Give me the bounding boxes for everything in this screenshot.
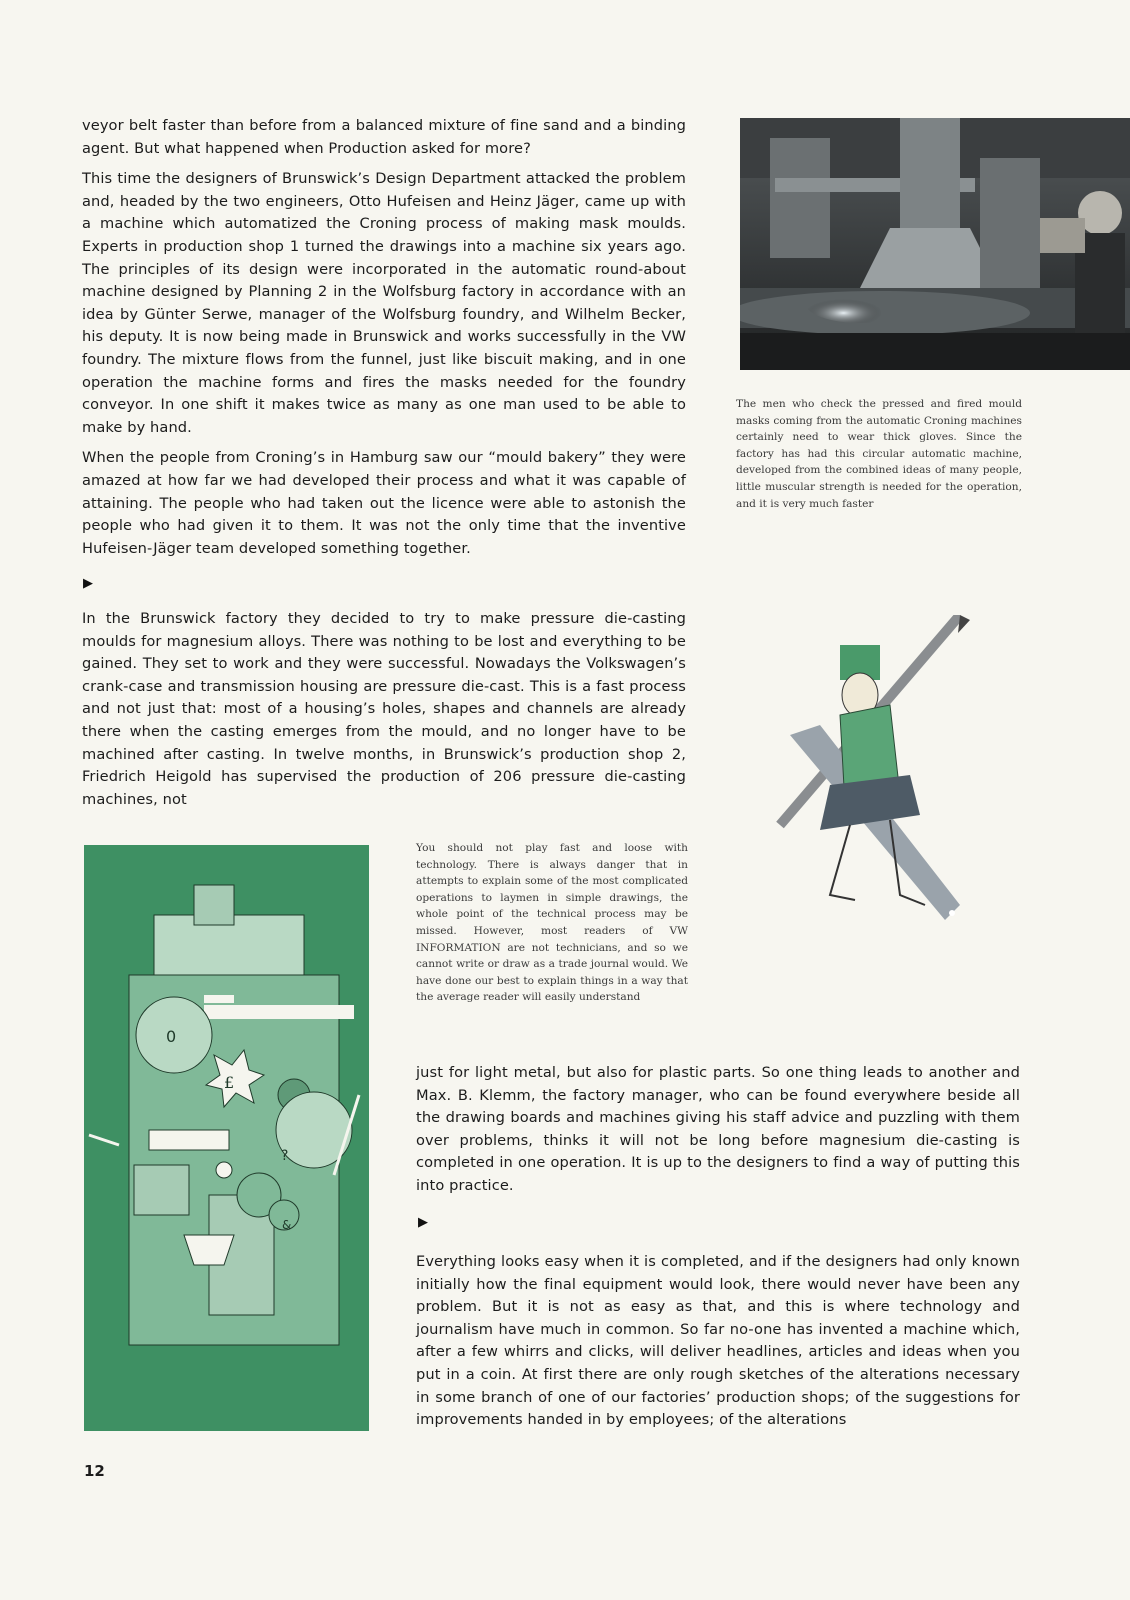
paragraph: When the people from Croning’s in Hamburg saw our “mould bakery” they were amazed at how far we had developed their process and what it was capable of attaining. The people who had taken out the licence were able to astonish the people who had given it to them. It was not the only time that the inventive Hufeisen-Jäger team developed something together. (82, 449, 686, 557)
machine-illustration-panel (84, 845, 369, 1431)
illustration-pound-label: £ (224, 1073, 235, 1092)
section-arrow-icon: ▶ (418, 1215, 428, 1230)
article-column-bottom (416, 1062, 1020, 1206)
illustration-caption: You should not play fast and loose with technology. There is always danger that in attempts to explain some of the most complicated operations to laymen in simple drawings, the whole point of the technical process may be missed. However, most readers of VW INFORMATION are not technicians, and so we cannot write or draw as a trade journal would. We have done our best to explain things in a way that the average reader will easily understand (416, 842, 688, 1004)
paragraph: Everything looks easy when it is completed, and if the designers had only known initially how the final equipment would look, there would never have been any problem. But it is not as easy as that, and this is where technology and journalism have much in common. So far no-one has invented a machine which, after a few whirrs and clicks, will deliver headlines, articles and ideas when you put in a coin. At first there are only rough sketches of the alterations necessary in some branch of one of our factories’ production shops; of the suggestions for improvements handed in by employees; of the alterations (416, 1253, 1020, 1429)
section-arrow-icon: ▶ (83, 576, 93, 591)
paragraph: just for light metal, but also for plastic parts. So one thing leads to another and Max. B. Klemm, the factory manager, who can be found everywhere beside all the drawing boards and machines giving his staff advice and puzzling with them over problems, thinks it will not be long before magnesium die-casting is completed in one operation. It is up to the designers to find a way of putting this into practice. (416, 1064, 1020, 1194)
paragraph: veyor belt faster than before from a balanced mixture of fine sand and a binding agent. But what happened when Production asked for more? (82, 117, 686, 157)
factory-photo (740, 118, 1130, 370)
paragraph: In the Brunswick factory they decided to try to make pressure die-casting moulds for magnesium alloys. There was nothing to be lost and everything to be gained. They set to work and they were successful. Nowadays the Volkswagen’s crank-case and transmission housing are pressure die-cast. This is a fast process and not just that: most of a housing’s holes, shapes and channels are already there when the casting emerges from the mould, and no longer have to be machined after casting. In twelve months, in Brunswick’s production shop 2, Friedrich Heigold has supervised the production of 206 pressure die-casting machines, not (82, 610, 686, 808)
article-column-middle (82, 608, 686, 819)
paragraph: This time the designers of Brunswick’s Design Department attacked the problem and, headed by the two engineers, Otto Hufeisen and Heinz Jäger, came up with a machine which automatized the Croning process of making mask moulds. Experts in production shop 1 turned the drawings into a machine six years ago. The principles of its design were incorporated in the automatic round-about machine designed by Planning 2 in the Wolfsburg factory in accordance with an idea by Günter Serwe, manager of the Wolfsburg foundry, and Wilhelm Becker, his deputy. It is now being made in Brunswick and works successfully in the VW foundry. The mixture flows from the funnel, just like biscuit making, and in one operation the machine forms and fires the masks needed for the foundry conveyor. In one shift it makes twice as many as one man used to be able to make by hand. (82, 170, 686, 436)
photo-caption: The men who check the pressed and fired mould masks coming from the automatic Croning machines certainly need to wear thick gloves. Since the factory has had this circular automatic machine, developed from the combined ideas of many people, little muscular strength is needed for the operation, and it is very much faster (736, 398, 1022, 510)
article-column-bottom-2 (416, 1251, 1020, 1440)
page-number: 12 (84, 1462, 105, 1480)
illustration-ampersand-label: & (282, 1218, 292, 1232)
illustration-question-label: ? (281, 1148, 289, 1164)
article-column-top (82, 115, 686, 568)
knight-with-pen-illustration (760, 615, 1000, 955)
illustration-zero-label: 0 (166, 1027, 177, 1046)
